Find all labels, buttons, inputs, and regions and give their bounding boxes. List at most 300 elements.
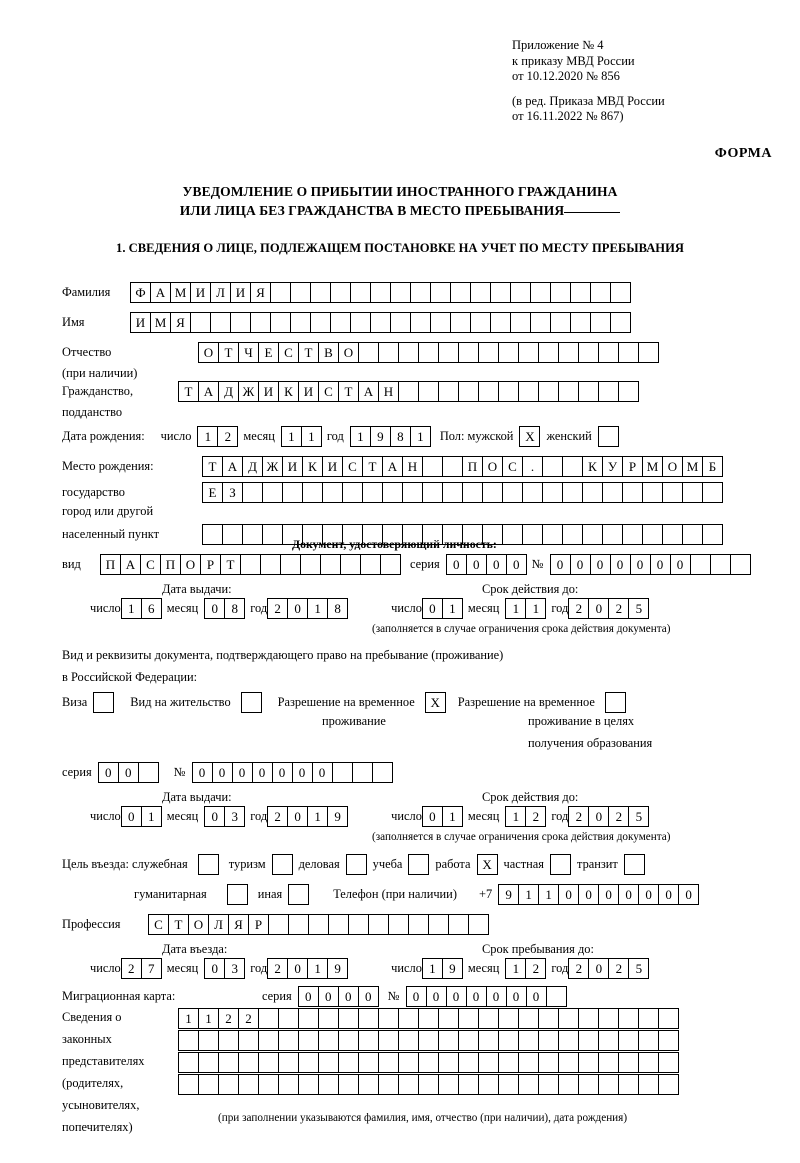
char-cell[interactable] [638, 1052, 659, 1073]
char-cell[interactable] [310, 282, 331, 303]
char-cell[interactable]: . [522, 456, 543, 477]
char-cell[interactable] [618, 1008, 639, 1029]
char-cell[interactable] [278, 1008, 299, 1029]
char-cell[interactable]: 2 [568, 598, 589, 619]
char-cell[interactable]: Т [218, 342, 239, 363]
char-cell[interactable]: 1 [307, 598, 328, 619]
char-cell[interactable]: А [382, 456, 403, 477]
char-cell[interactable] [398, 1008, 419, 1029]
char-cell[interactable] [408, 914, 429, 935]
char-cell[interactable]: 0 [678, 884, 699, 905]
char-cell[interactable]: Н [402, 456, 423, 477]
char-cell[interactable] [398, 381, 419, 402]
char-cell[interactable]: З [222, 482, 243, 503]
char-cell[interactable]: 9 [498, 884, 519, 905]
char-cell[interactable]: 0 [287, 806, 308, 827]
stay-day-input[interactable] [422, 958, 462, 979]
char-cell[interactable]: 0 [232, 762, 253, 783]
char-cell[interactable]: С [502, 456, 523, 477]
char-cell[interactable] [598, 1030, 619, 1051]
char-cell[interactable] [258, 1008, 279, 1029]
char-cell[interactable]: 0 [292, 762, 313, 783]
permit-valid-year-input[interactable] [568, 806, 648, 827]
char-cell[interactable]: 1 [141, 806, 162, 827]
char-cell[interactable] [352, 762, 373, 783]
char-cell[interactable] [558, 1052, 579, 1073]
char-cell[interactable] [658, 1074, 679, 1095]
char-cell[interactable]: 0 [486, 986, 507, 1007]
char-cell[interactable]: 0 [298, 986, 319, 1007]
char-cell[interactable] [332, 762, 353, 783]
char-cell[interactable] [538, 1052, 559, 1073]
char-cell[interactable] [318, 1008, 339, 1029]
char-cell[interactable]: 7 [141, 958, 162, 979]
char-cell[interactable]: Е [258, 342, 279, 363]
purpose-humanitarian-checkbox[interactable] [227, 884, 248, 905]
char-cell[interactable] [518, 342, 539, 363]
char-cell[interactable] [262, 524, 283, 545]
char-cell[interactable] [510, 312, 531, 333]
purpose-study-checkbox[interactable] [408, 854, 429, 875]
permit-series-input[interactable] [98, 762, 158, 783]
char-cell[interactable]: Ч [238, 342, 259, 363]
purpose-official-checkbox[interactable] [198, 854, 219, 875]
char-cell[interactable] [570, 282, 591, 303]
char-cell[interactable]: 1 [301, 426, 322, 447]
char-cell[interactable] [530, 282, 551, 303]
char-cell[interactable] [510, 282, 531, 303]
char-cell[interactable]: 0 [358, 986, 379, 1007]
char-cell[interactable]: 0 [212, 762, 233, 783]
char-cell[interactable] [308, 914, 329, 935]
char-cell[interactable]: 0 [446, 554, 467, 575]
char-cell[interactable]: А [222, 456, 243, 477]
char-cell[interactable]: Т [362, 456, 383, 477]
char-cell[interactable]: 0 [287, 958, 308, 979]
char-cell[interactable] [490, 312, 511, 333]
char-cell[interactable]: 2 [568, 806, 589, 827]
char-cell[interactable]: 8 [327, 598, 348, 619]
char-cell[interactable]: С [278, 342, 299, 363]
char-cell[interactable] [498, 1074, 519, 1095]
char-cell[interactable]: 1 [410, 426, 431, 447]
doc-number-input[interactable] [550, 554, 750, 575]
char-cell[interactable] [682, 524, 703, 545]
char-cell[interactable] [490, 282, 511, 303]
char-cell[interactable]: 0 [466, 986, 487, 1007]
char-cell[interactable]: 0 [588, 806, 609, 827]
char-cell[interactable] [518, 381, 539, 402]
char-cell[interactable] [238, 1074, 259, 1095]
char-cell[interactable] [538, 1030, 559, 1051]
char-cell[interactable]: С [318, 381, 339, 402]
char-cell[interactable] [318, 1030, 339, 1051]
char-cell[interactable]: 0 [121, 806, 142, 827]
char-cell[interactable]: М [170, 282, 191, 303]
char-cell[interactable]: И [322, 456, 343, 477]
char-cell[interactable] [348, 914, 369, 935]
char-cell[interactable]: Р [622, 456, 643, 477]
char-cell[interactable]: 0 [204, 958, 225, 979]
char-cell[interactable]: 1 [281, 426, 302, 447]
char-cell[interactable] [662, 524, 683, 545]
char-cell[interactable]: Д [242, 456, 263, 477]
char-cell[interactable] [358, 1030, 379, 1051]
purpose-other-checkbox[interactable] [288, 884, 309, 905]
char-cell[interactable]: 2 [267, 958, 288, 979]
char-cell[interactable]: К [582, 456, 603, 477]
char-cell[interactable] [638, 1008, 659, 1029]
char-cell[interactable] [370, 282, 391, 303]
char-cell[interactable] [288, 914, 309, 935]
migration-number-input[interactable] [406, 986, 566, 1007]
char-cell[interactable] [258, 1074, 279, 1095]
char-cell[interactable] [368, 914, 389, 935]
doc-valid-day-input[interactable] [422, 598, 462, 619]
char-cell[interactable] [378, 342, 399, 363]
birth-day-input[interactable] [197, 426, 237, 447]
char-cell[interactable] [638, 1074, 659, 1095]
char-cell[interactable]: 1 [422, 958, 443, 979]
char-cell[interactable]: П [100, 554, 121, 575]
char-cell[interactable] [602, 482, 623, 503]
char-cell[interactable] [438, 1074, 459, 1095]
char-cell[interactable]: Ж [262, 456, 283, 477]
char-cell[interactable] [562, 482, 583, 503]
char-cell[interactable]: 1 [505, 958, 526, 979]
char-cell[interactable]: 0 [204, 806, 225, 827]
purpose-private-checkbox[interactable] [550, 854, 571, 875]
char-cell[interactable] [418, 1052, 439, 1073]
char-cell[interactable] [590, 282, 611, 303]
char-cell[interactable] [398, 342, 419, 363]
char-cell[interactable] [390, 312, 411, 333]
char-cell[interactable] [190, 312, 211, 333]
char-cell[interactable]: Е [202, 482, 223, 503]
char-cell[interactable]: 0 [422, 598, 443, 619]
char-cell[interactable] [278, 1074, 299, 1095]
char-cell[interactable] [378, 1074, 399, 1095]
char-cell[interactable]: 2 [267, 598, 288, 619]
doc-valid-month-input[interactable] [505, 598, 545, 619]
char-cell[interactable]: 1 [307, 958, 328, 979]
char-cell[interactable]: 1 [442, 598, 463, 619]
char-cell[interactable] [538, 342, 559, 363]
char-cell[interactable] [320, 554, 341, 575]
char-cell[interactable] [598, 1052, 619, 1073]
char-cell[interactable]: 1 [518, 884, 539, 905]
char-cell[interactable]: 9 [370, 426, 391, 447]
char-cell[interactable] [358, 342, 379, 363]
char-cell[interactable] [470, 282, 491, 303]
char-cell[interactable] [542, 482, 563, 503]
citizenship-input[interactable] [178, 381, 638, 402]
char-cell[interactable] [578, 1074, 599, 1095]
legal-rep-input-row4[interactable] [178, 1074, 678, 1095]
legal-rep-input-row1[interactable] [178, 1008, 678, 1029]
char-cell[interactable] [318, 1052, 339, 1073]
char-cell[interactable] [318, 1074, 339, 1095]
char-cell[interactable] [562, 456, 583, 477]
char-cell[interactable] [418, 1030, 439, 1051]
char-cell[interactable] [538, 1074, 559, 1095]
legal-rep-input-row3[interactable] [178, 1052, 678, 1073]
sex-male-checkbox[interactable]: X [519, 426, 540, 447]
edu-residence-checkbox[interactable] [605, 692, 626, 713]
char-cell[interactable] [358, 1008, 379, 1029]
char-cell[interactable]: И [190, 282, 211, 303]
doc-issue-month-input[interactable] [204, 598, 244, 619]
char-cell[interactable]: 0 [526, 986, 547, 1007]
char-cell[interactable] [458, 381, 479, 402]
char-cell[interactable] [622, 482, 643, 503]
char-cell[interactable]: 2 [608, 958, 629, 979]
char-cell[interactable] [330, 312, 351, 333]
char-cell[interactable]: М [682, 456, 703, 477]
char-cell[interactable] [438, 1008, 459, 1029]
char-cell[interactable]: Н [378, 381, 399, 402]
char-cell[interactable] [198, 1052, 219, 1073]
char-cell[interactable] [482, 482, 503, 503]
char-cell[interactable] [218, 1030, 239, 1051]
char-cell[interactable]: 2 [217, 426, 238, 447]
char-cell[interactable] [470, 312, 491, 333]
char-cell[interactable] [550, 312, 571, 333]
char-cell[interactable] [362, 482, 383, 503]
char-cell[interactable]: 1 [442, 806, 463, 827]
char-cell[interactable] [638, 342, 659, 363]
char-cell[interactable] [498, 1030, 519, 1051]
temp-residence-checkbox[interactable]: X [425, 692, 446, 713]
char-cell[interactable] [450, 282, 471, 303]
char-cell[interactable]: О [482, 456, 503, 477]
char-cell[interactable] [238, 1030, 259, 1051]
char-cell[interactable]: Р [248, 914, 269, 935]
char-cell[interactable]: О [338, 342, 359, 363]
entry-day-input[interactable] [121, 958, 161, 979]
char-cell[interactable] [542, 456, 563, 477]
char-cell[interactable] [230, 312, 251, 333]
char-cell[interactable] [280, 554, 301, 575]
char-cell[interactable] [538, 1008, 559, 1029]
char-cell[interactable] [478, 1008, 499, 1029]
char-cell[interactable] [178, 1052, 199, 1073]
char-cell[interactable] [398, 1030, 419, 1051]
char-cell[interactable] [298, 1052, 319, 1073]
char-cell[interactable]: П [462, 456, 483, 477]
profession-input[interactable] [148, 914, 488, 935]
char-cell[interactable] [378, 1030, 399, 1051]
char-cell[interactable] [618, 1052, 639, 1073]
char-cell[interactable] [382, 482, 403, 503]
char-cell[interactable]: Я [170, 312, 191, 333]
char-cell[interactable]: 0 [558, 884, 579, 905]
char-cell[interactable] [268, 914, 289, 935]
char-cell[interactable]: 3 [224, 806, 245, 827]
char-cell[interactable] [342, 482, 363, 503]
char-cell[interactable] [618, 1030, 639, 1051]
char-cell[interactable] [618, 1074, 639, 1095]
char-cell[interactable]: 0 [550, 554, 571, 575]
char-cell[interactable]: 2 [218, 1008, 239, 1029]
entry-month-input[interactable] [204, 958, 244, 979]
char-cell[interactable]: 0 [610, 554, 631, 575]
doc-series-input[interactable] [446, 554, 526, 575]
char-cell[interactable] [442, 482, 463, 503]
char-cell[interactable]: Т [168, 914, 189, 935]
char-cell[interactable] [518, 1030, 539, 1051]
char-cell[interactable] [598, 1074, 619, 1095]
char-cell[interactable]: 2 [267, 806, 288, 827]
char-cell[interactable] [658, 1008, 679, 1029]
char-cell[interactable] [498, 1052, 519, 1073]
char-cell[interactable] [582, 524, 603, 545]
char-cell[interactable] [498, 342, 519, 363]
char-cell[interactable]: О [180, 554, 201, 575]
char-cell[interactable] [218, 1074, 239, 1095]
char-cell[interactable]: 1 [178, 1008, 199, 1029]
birthplace-input-row2[interactable] [202, 482, 722, 503]
char-cell[interactable]: 1 [505, 806, 526, 827]
char-cell[interactable] [530, 312, 551, 333]
char-cell[interactable]: 5 [628, 958, 649, 979]
char-cell[interactable] [402, 482, 423, 503]
char-cell[interactable] [258, 1052, 279, 1073]
char-cell[interactable] [418, 1008, 439, 1029]
phone-input[interactable] [498, 884, 698, 905]
char-cell[interactable]: А [358, 381, 379, 402]
char-cell[interactable]: 0 [658, 884, 679, 905]
permit-issue-day-input[interactable] [121, 806, 161, 827]
permit-issue-month-input[interactable] [204, 806, 244, 827]
legal-rep-input-row2[interactable] [178, 1030, 678, 1051]
permit-issue-year-input[interactable] [267, 806, 347, 827]
doc-valid-year-input[interactable] [568, 598, 648, 619]
char-cell[interactable] [338, 1074, 359, 1095]
char-cell[interactable] [468, 914, 489, 935]
char-cell[interactable] [290, 282, 311, 303]
char-cell[interactable]: Я [250, 282, 271, 303]
char-cell[interactable] [218, 1052, 239, 1073]
char-cell[interactable]: 0 [192, 762, 213, 783]
char-cell[interactable] [418, 342, 439, 363]
char-cell[interactable] [478, 381, 499, 402]
char-cell[interactable] [558, 342, 579, 363]
char-cell[interactable]: 0 [287, 598, 308, 619]
char-cell[interactable] [338, 1030, 359, 1051]
char-cell[interactable] [658, 1030, 679, 1051]
char-cell[interactable]: У [602, 456, 623, 477]
permit-valid-month-input[interactable] [505, 806, 545, 827]
char-cell[interactable]: 0 [588, 958, 609, 979]
char-cell[interactable] [310, 312, 331, 333]
char-cell[interactable] [458, 1052, 479, 1073]
char-cell[interactable]: 1 [198, 1008, 219, 1029]
char-cell[interactable]: И [230, 282, 251, 303]
char-cell[interactable] [538, 381, 559, 402]
char-cell[interactable] [662, 482, 683, 503]
char-cell[interactable] [598, 342, 619, 363]
char-cell[interactable]: А [150, 282, 171, 303]
char-cell[interactable] [178, 1030, 199, 1051]
char-cell[interactable]: 8 [224, 598, 245, 619]
char-cell[interactable] [298, 1008, 319, 1029]
char-cell[interactable] [388, 914, 409, 935]
char-cell[interactable]: Я [228, 914, 249, 935]
char-cell[interactable]: 0 [506, 986, 527, 1007]
char-cell[interactable]: 0 [578, 884, 599, 905]
char-cell[interactable] [502, 524, 523, 545]
char-cell[interactable] [710, 554, 731, 575]
char-cell[interactable] [260, 554, 281, 575]
char-cell[interactable]: 1 [121, 598, 142, 619]
char-cell[interactable] [578, 381, 599, 402]
char-cell[interactable] [730, 554, 751, 575]
char-cell[interactable] [478, 1030, 499, 1051]
char-cell[interactable] [638, 1030, 659, 1051]
char-cell[interactable]: С [140, 554, 161, 575]
char-cell[interactable] [602, 524, 623, 545]
char-cell[interactable] [372, 762, 393, 783]
name-input[interactable] [130, 312, 630, 333]
char-cell[interactable] [198, 1030, 219, 1051]
char-cell[interactable]: 5 [628, 598, 649, 619]
char-cell[interactable]: 0 [118, 762, 139, 783]
char-cell[interactable]: 0 [630, 554, 651, 575]
char-cell[interactable] [338, 1008, 359, 1029]
char-cell[interactable] [340, 554, 361, 575]
char-cell[interactable] [458, 342, 479, 363]
char-cell[interactable] [398, 1074, 419, 1095]
char-cell[interactable] [328, 914, 349, 935]
char-cell[interactable] [578, 342, 599, 363]
char-cell[interactable]: 2 [238, 1008, 259, 1029]
char-cell[interactable] [240, 554, 261, 575]
char-cell[interactable]: 2 [568, 958, 589, 979]
char-cell[interactable] [518, 1008, 539, 1029]
visa-checkbox[interactable] [93, 692, 114, 713]
purpose-work-checkbox[interactable]: X [477, 854, 498, 875]
char-cell[interactable]: Т [178, 381, 199, 402]
residence-permit-checkbox[interactable] [241, 692, 262, 713]
char-cell[interactable] [438, 381, 459, 402]
char-cell[interactable]: И [130, 312, 151, 333]
char-cell[interactable] [478, 1074, 499, 1095]
doc-kind-input[interactable] [100, 554, 400, 575]
char-cell[interactable] [478, 1052, 499, 1073]
char-cell[interactable] [338, 1052, 359, 1073]
char-cell[interactable] [242, 524, 263, 545]
char-cell[interactable]: 1 [505, 598, 526, 619]
char-cell[interactable] [522, 482, 543, 503]
char-cell[interactable] [278, 1052, 299, 1073]
permit-valid-day-input[interactable] [422, 806, 462, 827]
char-cell[interactable]: 9 [327, 806, 348, 827]
char-cell[interactable]: 0 [598, 884, 619, 905]
char-cell[interactable] [358, 1052, 379, 1073]
char-cell[interactable] [582, 482, 603, 503]
char-cell[interactable] [390, 282, 411, 303]
char-cell[interactable] [458, 1074, 479, 1095]
char-cell[interactable] [380, 554, 401, 575]
char-cell[interactable] [642, 482, 663, 503]
char-cell[interactable]: 0 [204, 598, 225, 619]
char-cell[interactable]: М [642, 456, 663, 477]
surname-input[interactable] [130, 282, 630, 303]
char-cell[interactable] [428, 914, 449, 935]
char-cell[interactable] [690, 554, 711, 575]
char-cell[interactable] [438, 342, 459, 363]
